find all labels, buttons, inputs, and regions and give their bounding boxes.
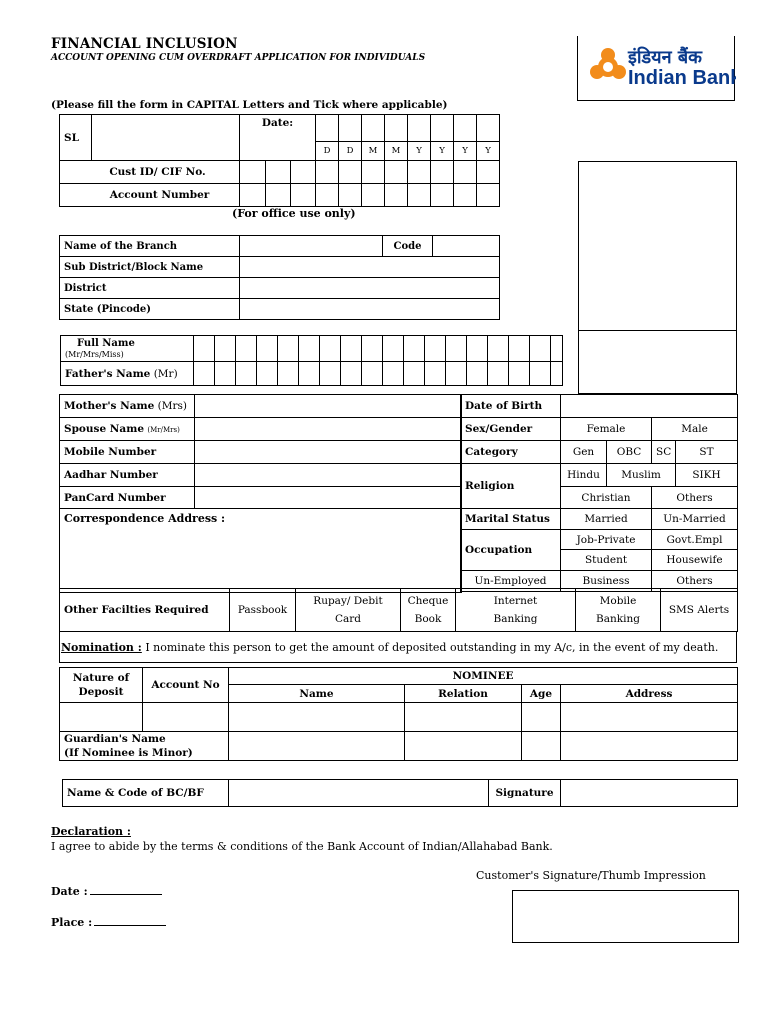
cust-id-box[interactable] — [266, 161, 291, 184]
father-name-box[interactable] — [467, 362, 488, 386]
father-name-title: Father's Name — [65, 367, 151, 380]
father-name-box[interactable] — [383, 362, 404, 386]
cust-id-box[interactable] — [291, 161, 316, 184]
declaration-heading: Declaration : — [51, 825, 131, 838]
logo-english-text: Indian Bank — [628, 67, 736, 89]
state-label: State (Pincode) — [60, 299, 240, 320]
mobile-field[interactable] — [195, 441, 462, 464]
spouse-name-field[interactable] — [195, 418, 462, 441]
account-number-box[interactable] — [477, 184, 500, 207]
date-letter: Y — [431, 142, 454, 161]
demographics-table — [460, 394, 738, 592]
form-title: FINANCIAL INCLUSION — [51, 36, 238, 52]
date-letter: Y — [454, 142, 477, 161]
nominee-address-header: Address — [561, 685, 738, 703]
account-number-box[interactable] — [240, 184, 266, 207]
father-name-box[interactable] — [215, 362, 236, 386]
date-box[interactable] — [431, 115, 454, 142]
full-name-title: Full Name — [77, 338, 135, 349]
cust-id-box[interactable] — [431, 161, 454, 184]
full-name-box[interactable] — [551, 336, 563, 362]
account-number-box[interactable] — [316, 184, 339, 207]
category-gen-option[interactable]: Gen — [561, 441, 607, 464]
branch-name-label: Name of the Branch — [60, 236, 240, 257]
occupation-govt-option[interactable]: Govt.Empl — [652, 530, 738, 550]
facility-cheque-line2: Book — [414, 613, 442, 625]
nomination-text: I nominate this person to get the amount of deposited outstanding in my A/c, in the event of my death. — [141, 641, 719, 654]
cust-id-box[interactable] — [316, 161, 339, 184]
facility-rupay-line2: Card — [334, 613, 362, 625]
father-name-box[interactable] — [320, 362, 341, 386]
guardian-age-field[interactable] — [522, 732, 561, 761]
nominee-relation-header: Relation — [405, 685, 522, 703]
full-name-box[interactable] — [257, 336, 278, 362]
dob-label: Date of Birth — [461, 395, 561, 418]
personal-table — [59, 394, 462, 593]
bc-signature-field[interactable] — [561, 780, 738, 807]
guardian-line2: (If Nominee is Minor) — [64, 747, 193, 759]
nominee-name-field[interactable] — [229, 703, 405, 732]
sl-label: SL — [60, 115, 92, 161]
account-number-box[interactable] — [454, 184, 477, 207]
father-name-box[interactable] — [362, 362, 383, 386]
facility-mobile-line1: Mobile — [599, 595, 637, 607]
date-box[interactable] — [454, 115, 477, 142]
facility-internet-line1: Internet — [493, 595, 538, 607]
full-name-box[interactable] — [278, 336, 299, 362]
father-name-label — [61, 362, 194, 386]
religion-others-option[interactable]: Others — [652, 487, 738, 509]
nominee-age-field[interactable] — [522, 703, 561, 732]
nature-line1: Nature of — [72, 672, 130, 684]
father-name-box[interactable] — [236, 362, 257, 386]
cust-id-label: Cust ID/ CIF No. — [60, 161, 240, 184]
customer-signature-box[interactable] — [512, 890, 739, 943]
religion-sikh-option[interactable]: SIKH — [676, 464, 738, 487]
place-field-label: Place : — [51, 916, 93, 929]
occupation-student-option[interactable]: Student — [561, 550, 652, 571]
nomination-statement — [61, 641, 718, 654]
top-table — [59, 114, 500, 207]
facility-sms-alerts[interactable]: SMS Alerts — [661, 589, 738, 632]
father-name-salutation: (Mr) — [153, 367, 178, 380]
father-name-box[interactable] — [194, 362, 215, 386]
facility-rupay-line1: Rupay/ Debit — [313, 595, 383, 607]
facility-passbook[interactable]: Passbook — [230, 589, 296, 632]
occupation-unemployed-option[interactable]: Un-Employed — [461, 571, 561, 592]
occupation-job-private-option[interactable]: Job-Private — [561, 530, 652, 550]
branch-name-field[interactable] — [240, 236, 383, 257]
occupation-housewife-option[interactable]: Housewife — [652, 550, 738, 571]
mother-name-salutation: (Mrs) — [157, 400, 187, 412]
date-letter: M — [385, 142, 408, 161]
occupation-others-option[interactable]: Others — [652, 571, 738, 592]
mother-name-label — [60, 395, 195, 418]
aadhar-field[interactable] — [195, 464, 462, 487]
date-letter: Y — [408, 142, 431, 161]
spouse-name-label — [60, 418, 195, 441]
guardian-label — [60, 732, 229, 761]
name-table — [60, 335, 563, 386]
pancard-field[interactable] — [195, 487, 462, 509]
logo-emblem-icon — [590, 48, 626, 79]
photo-box — [578, 161, 737, 394]
branch-code-field[interactable] — [433, 236, 500, 257]
sl-field[interactable] — [92, 115, 240, 161]
declaration-text: I agree to abide by the terms & conditions of the Bank Account of Indian/Allahabad Bank. — [51, 840, 553, 853]
bc-label: Name & Code of BC/BF — [63, 780, 229, 807]
account-number-box[interactable] — [291, 184, 316, 207]
sub-district-label: Sub District/Block Name — [60, 257, 240, 278]
father-name-box[interactable] — [488, 362, 509, 386]
nominee-account-field[interactable] — [143, 703, 229, 732]
cust-id-box[interactable] — [362, 161, 385, 184]
date-box[interactable] — [339, 115, 362, 142]
spouse-name-title: Spouse Name — [64, 423, 145, 435]
spouse-name-salutation: (Mr/Mrs) — [147, 426, 180, 434]
facility-cheque-line1: Cheque — [407, 595, 449, 607]
guardian-relation-field[interactable] — [405, 732, 522, 761]
date-letter: D — [339, 142, 362, 161]
full-name-box[interactable] — [194, 336, 215, 362]
place-field[interactable] — [51, 916, 166, 929]
full-name-label — [61, 336, 194, 362]
nominee-relation-field[interactable] — [405, 703, 522, 732]
dob-field[interactable] — [561, 395, 738, 418]
date-letter: D — [316, 142, 339, 161]
full-name-box[interactable] — [320, 336, 341, 362]
cust-id-box[interactable] — [454, 161, 477, 184]
branch-table — [59, 235, 500, 320]
account-number-box[interactable] — [362, 184, 385, 207]
full-name-box[interactable] — [383, 336, 404, 362]
facility-mobile-line2: Banking — [596, 613, 640, 625]
date-box[interactable] — [362, 115, 385, 142]
district-field[interactable] — [240, 278, 500, 299]
father-name-box[interactable] — [341, 362, 362, 386]
full-name-box[interactable] — [236, 336, 257, 362]
religion-hindu-option[interactable]: Hindu — [561, 464, 607, 487]
aadhar-label: Aadhar Number — [60, 464, 195, 487]
facility-internet-line2: Banking — [493, 613, 538, 625]
guardian-line1: Guardian's Name — [64, 733, 166, 745]
account-number-label: Account Number — [60, 184, 240, 207]
account-number-box[interactable] — [408, 184, 431, 207]
nominee-table — [59, 667, 738, 761]
form-subtitle: ACCOUNT OPENING CUM OVERDRAFT APPLICATION FOR INDIVIDUALS — [51, 53, 426, 63]
religion-christian-option[interactable]: Christian — [561, 487, 652, 509]
sex-label: Sex/Gender — [461, 418, 561, 441]
account-number-box[interactable] — [385, 184, 408, 207]
nature-line2: Deposit — [78, 686, 124, 698]
bc-table — [62, 779, 738, 807]
cust-id-box[interactable] — [385, 161, 408, 184]
indian-bank-logo — [578, 36, 736, 101]
branch-code-label: Code — [383, 236, 433, 257]
state-field[interactable] — [240, 299, 500, 320]
guardian-address-field[interactable] — [561, 732, 738, 761]
full-name-box[interactable] — [299, 336, 320, 362]
cust-id-box[interactable] — [408, 161, 431, 184]
father-name-box[interactable] — [257, 362, 278, 386]
facility-cheque-book[interactable] — [401, 589, 456, 632]
nominee-name-header: Name — [229, 685, 405, 703]
nomination-label: Nomination : — [61, 641, 142, 654]
full-name-box[interactable] — [509, 336, 530, 362]
category-sc-option[interactable]: SC — [652, 441, 676, 464]
father-name-box[interactable] — [446, 362, 467, 386]
father-name-box[interactable] — [509, 362, 530, 386]
facility-mobile-banking[interactable] — [576, 589, 661, 632]
father-name-box[interactable] — [530, 362, 551, 386]
full-name-box[interactable] — [425, 336, 446, 362]
facility-internet-banking[interactable] — [456, 589, 576, 632]
date-box[interactable] — [408, 115, 431, 142]
full-name-box[interactable] — [215, 336, 236, 362]
father-name-box[interactable] — [425, 362, 446, 386]
date-box[interactable] — [477, 115, 500, 142]
nominee-address-field[interactable] — [561, 703, 738, 732]
sub-district-field[interactable] — [240, 257, 500, 278]
full-name-box[interactable] — [530, 336, 551, 362]
address-label: Correspondence Address : — [64, 512, 226, 525]
father-name-box[interactable] — [404, 362, 425, 386]
full-name-box[interactable] — [362, 336, 383, 362]
date-field-label: Date : — [51, 885, 88, 898]
occupation-label: Occupation — [461, 530, 561, 571]
logo-hindi-text: इंडियन बैंक — [628, 47, 702, 68]
category-label: Category — [461, 441, 561, 464]
bc-field[interactable] — [229, 780, 489, 807]
full-name-box[interactable] — [446, 336, 467, 362]
account-number-box[interactable] — [431, 184, 454, 207]
full-name-box[interactable] — [488, 336, 509, 362]
date-box[interactable] — [316, 115, 339, 142]
mother-name-field[interactable] — [195, 395, 462, 418]
account-no-header: Account No — [143, 668, 229, 703]
full-name-box[interactable] — [341, 336, 362, 362]
religion-label: Religion — [461, 464, 561, 509]
father-name-box[interactable] — [278, 362, 299, 386]
full-name-box[interactable] — [404, 336, 425, 362]
facilities-label: Other Facilties Required — [60, 589, 230, 632]
mother-name-title: Mother's Name — [64, 400, 155, 412]
father-name-box[interactable] — [551, 362, 563, 386]
address-field[interactable] — [60, 509, 462, 593]
facility-rupay-card[interactable] — [296, 589, 401, 632]
instruction-text: (Please fill the form in CAPITAL Letters and Tick where applicable) — [51, 99, 448, 111]
sex-female-option[interactable]: Female — [561, 418, 652, 441]
pancard-label: PanCard Number — [60, 487, 195, 509]
district-label: District — [60, 278, 240, 299]
date-box[interactable] — [385, 115, 408, 142]
facilities-table — [59, 588, 738, 632]
account-number-box[interactable] — [339, 184, 362, 207]
marital-label: Marital Status — [461, 509, 561, 530]
date-field[interactable] — [51, 885, 162, 898]
guardian-name-field[interactable] — [229, 732, 405, 761]
sex-male-option[interactable]: Male — [652, 418, 738, 441]
full-name-salutation: (Mr/Mrs/Miss) — [65, 350, 124, 359]
cust-id-box[interactable] — [240, 161, 266, 184]
bc-signature-label: Signature — [489, 780, 561, 807]
date-label: Date: — [240, 115, 316, 161]
nominee-deposit-field[interactable] — [60, 703, 143, 732]
cust-id-box[interactable] — [339, 161, 362, 184]
date-letter: Y — [477, 142, 500, 161]
religion-muslim-option[interactable]: Muslim — [607, 464, 676, 487]
marital-married-option[interactable]: Married — [561, 509, 652, 530]
marital-unmarried-option[interactable]: Un-Married — [652, 509, 738, 530]
category-st-option[interactable]: ST — [676, 441, 738, 464]
logo-box — [577, 36, 735, 101]
date-letter: M — [362, 142, 385, 161]
nominee-age-header: Age — [522, 685, 561, 703]
full-name-box[interactable] — [467, 336, 488, 362]
nominee-header: NOMINEE — [229, 668, 738, 685]
father-name-box[interactable] — [299, 362, 320, 386]
mobile-label: Mobile Number — [60, 441, 195, 464]
account-number-box[interactable] — [266, 184, 291, 207]
cust-id-box[interactable] — [477, 161, 500, 184]
customer-signature-label: Customer's Signature/Thumb Impression — [476, 869, 706, 882]
nature-of-deposit-header — [60, 668, 143, 703]
occupation-business-option[interactable]: Business — [561, 571, 652, 592]
category-obc-option[interactable]: OBC — [607, 441, 652, 464]
office-use-note: (For office use only) — [232, 207, 356, 220]
